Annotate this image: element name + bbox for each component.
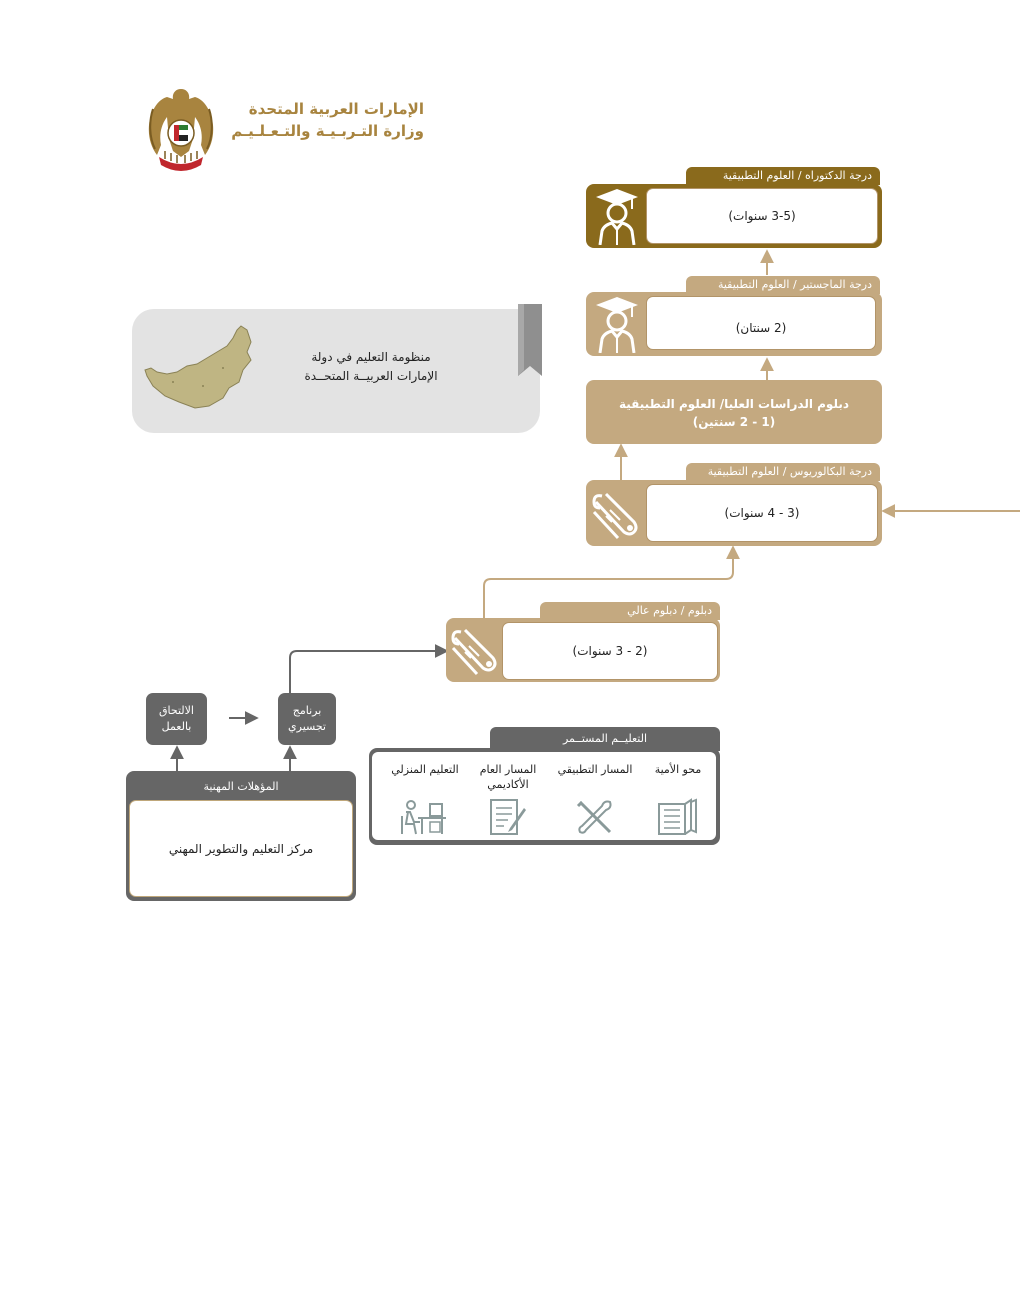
masters-duration: (2 سنتان) — [646, 296, 876, 350]
bachelor-duration: (3 - 4 سنوات) — [646, 484, 878, 542]
continuing-tab: التعليــم المستــمر — [490, 727, 720, 751]
graduate-icon — [590, 186, 644, 246]
bachelor-tab: درجة البكالوريوس / العلوم التطبيقية — [686, 463, 880, 481]
postgrad-diploma-box — [586, 380, 882, 444]
literacy-label: محو الأمية — [654, 763, 702, 776]
book-icon — [656, 798, 698, 836]
diploma-tab: دبلوم / دبلوم عالي — [540, 602, 720, 620]
tools-icon — [574, 798, 616, 836]
vocational-tab: المؤهلات المهنية — [203, 780, 279, 793]
home-study-icon — [400, 798, 448, 836]
header-line-2: وزارة التـربـيـة والتـعـلـيـم — [231, 122, 424, 140]
job-entry-line-2: بالعمل — [161, 720, 192, 733]
intro-line-1: منظومة التعليم في دولة — [311, 350, 431, 364]
header-line-1: الإمارات العربية المتحدة — [248, 100, 424, 118]
intro-line-2: الإمارات العربيــة المتحــدة — [304, 369, 438, 383]
postgrad-duration: (1 - 2 سنتين) — [692, 415, 776, 429]
job-entry-box — [146, 693, 207, 745]
diploma-scroll-icon-2 — [448, 620, 502, 680]
bridging-line-2: تجسيري — [288, 720, 326, 733]
academic-track-line-1: المسار العام — [479, 763, 537, 776]
home-schooling-label: التعليم المنزلي — [391, 763, 459, 776]
doctorate-tab: درجة الدكتوراه / العلوم التطبيقية — [686, 167, 880, 185]
academic-track-line-2: الأكاديمي — [487, 778, 529, 791]
diploma-scroll-icon — [588, 484, 644, 544]
vocational-center: مركز التعليم والتطوير المهني — [129, 800, 353, 897]
job-entry-line-1: الالتحاق — [159, 704, 194, 717]
doctorate-duration: (3-5 سنوات) — [646, 188, 878, 244]
applied-track-label: المسار التطبيقي — [557, 763, 633, 776]
postgrad-title: دبلوم الدراسات العليا/ العلوم التطبيقية — [618, 397, 850, 411]
bridging-line-1: برنامج — [292, 704, 322, 717]
document-icon — [488, 798, 528, 836]
bridging-program-box — [278, 693, 336, 745]
masters-tab: درجة الماجستير / العلوم التطبيقية — [686, 276, 880, 294]
diploma-duration: (2 - 3 سنوات) — [502, 622, 718, 680]
academic-track-label — [466, 762, 550, 792]
graduate-icon-masters — [590, 294, 644, 354]
